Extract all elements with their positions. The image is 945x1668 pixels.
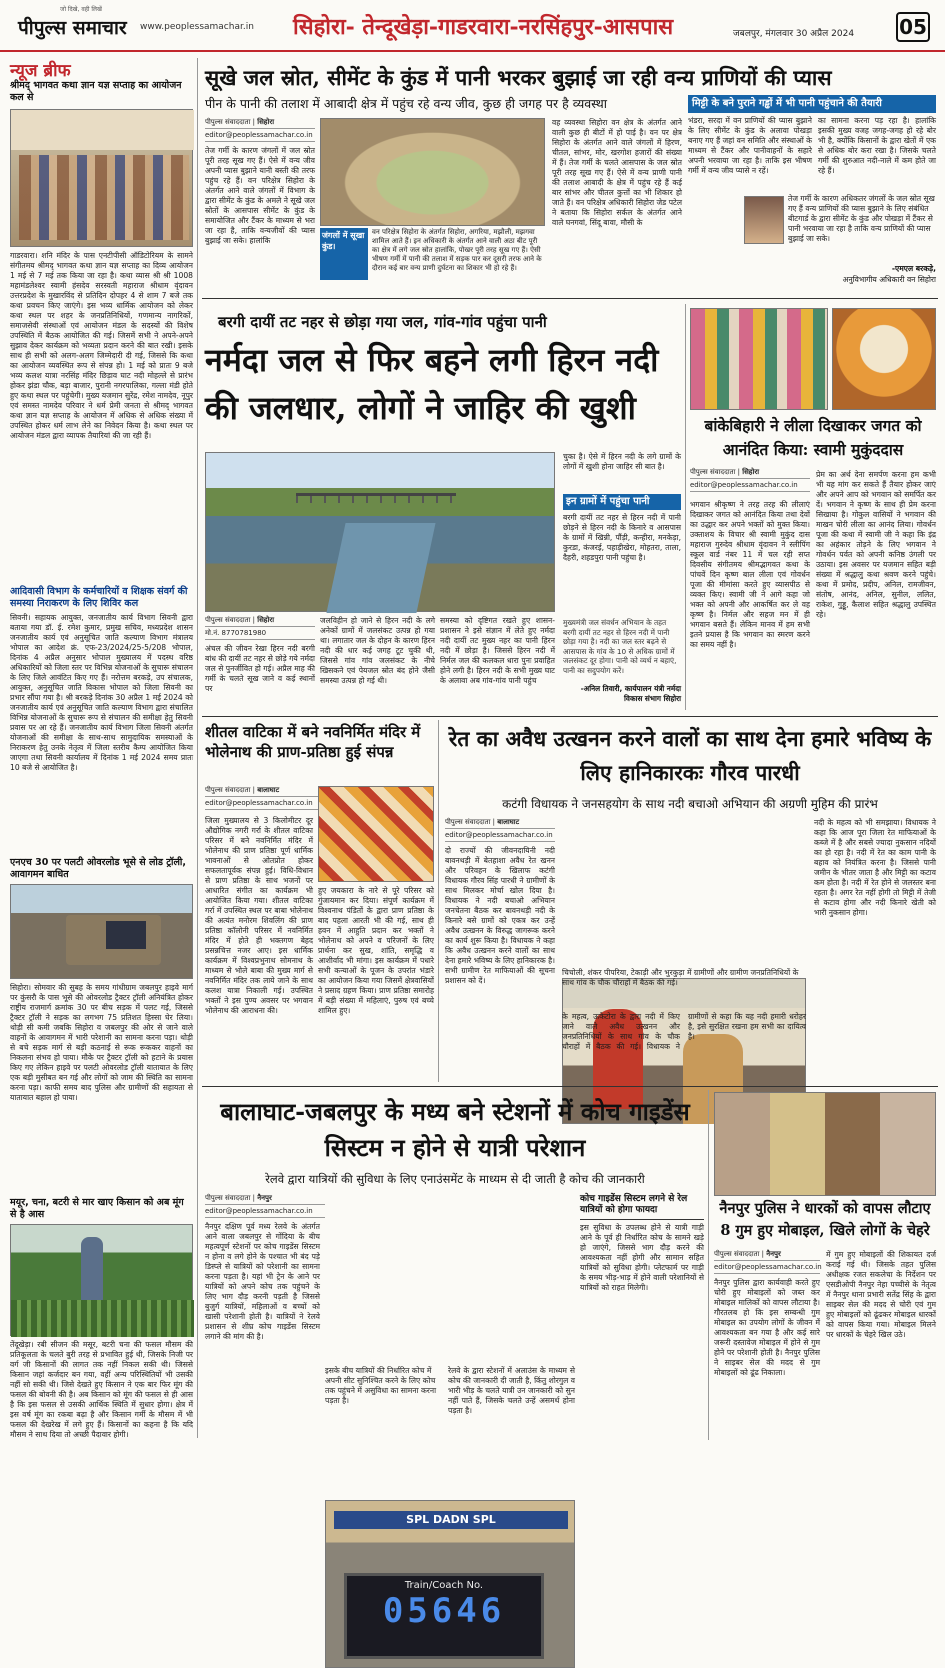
a3-photo-devotees xyxy=(690,308,828,410)
a5-col3: नदी के महत्व को भी समझाया। विधायक ने कहा कि आज पूरा जिला रेत माफियाओं के कब्जे में है और सबसे ज्यादा नुकसान नदियों का हो रहा है। नदी में रेत का काम पानी के बहाव को नियंत्रित करना है। जिससे पानी जमीन के भीतर जाता है और मिट्टी का कटाव कम होता है। नदी में रेत होने से जलस्तर बना रहता है। अगर रेत नहीं होगी तो मिट्टी में तेजी से कटाव होगा और नदी किनारे खेती को भारी नुकसान होगा। xyxy=(814,818,936,917)
a6-reporter: पीपुल्स संवाददाता xyxy=(205,1194,251,1202)
a5-col1: दो राज्यों की जीवनदायिनी नदी बावनथड़ी में बेतहाशा अवैध रेत खनन और परिवहन के खिलाफ कटंगी विधायक गौरव सिंह पारधी ने ग्रामीणों के साथ मिलकर मोर्चा खोल दिया है। विधायक ने नदी बचाओ अभियान जनचेतना बैठक कर बावनथड़ी नदी के किनारे बसे ग्रामों को एकत्र कर उन्हें अवैध उत्खनन के विरुद्ध जागरूक करने का कार्य शुरू किया है। विधायक ने कहा कि अवैध उत्खनन करने वालों का साथ देना हमारे भविष्य के लिए हानिकारक है। सभी ग्रामीण रेत माफियाओं की सूचना प्रशासन को दें। xyxy=(445,846,555,985)
a2-mobile: मो.नं. 8770781980 xyxy=(205,629,315,640)
a4-reporter: पीपुल्स संवाददाता xyxy=(205,786,251,794)
a5-deck: कटंगी विधायक ने जनसहयोग के साथ नदी बचाओ अभियान की अग्रणी मुहिम की प्रारंभ xyxy=(502,797,878,811)
a6-byline: पीपुल्स संवाददाता | नैनपुर editor@peoplessamachar.co.in xyxy=(205,1194,325,1220)
news-brief-column xyxy=(10,58,193,1438)
a7-col2: में गुम हुए मोबाइलों की शिकायत दर्ज कराई गई थी। जिसके तहत पुलिस अधीक्षक रजत सकलेचा के निर्देशन पर एसडीओपी नैनपुर नेहा पच्चीसे के नेतृत्व में नैनपुर थाना प्रभारी सतेंद्र सिंह के द्वारा साइबर सेल की मदद से चोरी एवं गुम हुए मोबाइलों को ढूंढकर मोबाइल धारकों को वापस किया गया। मोबाइल मिलने पर धारकों के चेहरे खिल उठे। xyxy=(826,1250,936,1339)
a6-side-box xyxy=(580,1194,704,1438)
a6-email[interactable]: editor@peoplessamachar.co.in xyxy=(205,1207,325,1218)
a3-photo-swami xyxy=(832,308,936,410)
a1-side-box-title: मिट्टी के बने पुराने गड्ढों में भी पानी पहुंचाने की तैयारी xyxy=(688,95,936,113)
a1-reporter: पीपुल्स संवाददाता xyxy=(205,118,251,126)
a5-headline: रेत का अवैध उत्खनन करने वालों का साथ देना हमारे भविष्य के लिए हानिकारकः गौरव पारधी xyxy=(448,726,932,785)
brief-4-text: तेंदूखेड़ा। रबी सीजन की मसूर, बटरी चना की फसल मौसम की प्रतिकूलता के चलते बुरी तरह से प्रभावित हुई थी, जिसके निजी पर वर्ग जी किसानों की लागत तक नहीं निकल सकी थी। जिससे किसान जहां कर्जदार बन गया, वहीं अन्य परिस्थितियों भी उसकी नहीं सो सकी थी। जिसे देखते हुए किसान ने एक बार फिर मूंग की फसल की बोवनी की है। अब किसान को मूंग की फसल से ही आस है कि इस फसल से उसकी आर्थिक स्थिति में सुधार होगा। क्षेत्र में इस वर्ष मूंग का रकबा बढ़ा है और किसान गर्मी के मौसम में भी फसल की देखरेख में लगे हुए हैं। किसानों का कहना है कि यदि मौसम ने साथ दिया तो अच्छी पैदावार होगी। xyxy=(10,1340,193,1439)
page-number: 05 xyxy=(896,12,930,42)
a4-place: बालाघाट xyxy=(257,786,280,794)
a1-photo-note: वन परिक्षेत्र सिहोरा के अंतर्गत सिहोरा, अगरिया, मझौली, मझगवा शामिल आते हैं। इन अधिकारी के अंतर्गत आने वाली अठा बीट पूरी का क्षेत्र में लगे जल स्रोत हालांकि, पोखर पूरी तरह सूख गए हैं। ऐसी भीषण गर्मी में पानी की तलाश में सड़क पार कर दूसरी तरफ आने के दौरान कई बार वन्य प्राणी दुर्घटना का शिकार भी हो रहे हैं। xyxy=(372,228,542,272)
a6-coach-display xyxy=(344,1573,544,1659)
a5-reporter: पीपुल्स संवाददाता xyxy=(445,818,491,826)
a3-headline: बांकेबिहारी ने लीला दिखाकर जगत को आनंदित किया: स्वामी मुकुंददास xyxy=(704,416,922,459)
a5-photo-caption: चिचोली, शंकर पीपरिया, टेकाड़ी और भुरकुड़ा में ग्रामीणों और ग्रामीण जनप्रतिनिधियों के साथ गांव के चौक चौराहों में बैठक की गई। xyxy=(562,968,799,987)
brief-3-photo xyxy=(10,884,193,979)
a6-place: नैनपुर xyxy=(257,1194,272,1202)
a1-byline: पीपुल्स संवाददाता | सिहोरा editor@peoplessamachar.co.in xyxy=(205,118,315,144)
a1-headline: सूखे जल स्रोत, सीमेंट के कुंड में पानी भरकर बुझाई जा रही वन्य प्राणियों की प्यास xyxy=(205,65,832,90)
a7-email[interactable]: editor@peoplessamachar.co.in xyxy=(714,1263,820,1274)
a2-quote-by: -अनिल तिवारी, कार्यपालन यंत्री नर्मदा विकास संभाग सिहोरा xyxy=(580,684,681,703)
a1-quote-text: तेज गर्मी के कारण अधिकतर जंगलों के जल स्रोत सूख गए हैं वन्य प्राणियों की प्यास बुझाने के लिए संबंधित बीटगार्ड के द्वारा सीमेंट के कुंड और पोखड़ा में टैंकर से पानी भरवाया जा रहा है ताकि वन्य प्राणियों की प्यास बुझाई जा सके। xyxy=(788,194,935,243)
a4-email[interactable]: editor@peoplessamachar.co.in xyxy=(205,799,320,810)
brief-4-photo xyxy=(10,1224,193,1336)
a2-villages-title: इन ग्रामों में पहुंचा पानी xyxy=(563,494,681,510)
a1-photo-waterhole xyxy=(320,118,545,226)
a6-photo-station xyxy=(325,1500,575,1668)
a6-box-title: कोच गाइडेंस सिस्टम लगने से रेल यात्रियों को होगा फायदा xyxy=(580,1194,704,1220)
a1-side-col2: का सामना करना पड़ रहा है। हालांकि इसकी मुख्य वजह जगह-जगह हो रहे बोर भी है, क्योंकि किसानों के द्वारा खेतों में एक से अधिक बोर करा रखा है। जिसके चलते गर्मी की शुरुआत नदी-नाले में कम होते जा रहे हैं। xyxy=(818,116,936,175)
a5-place: बालाघाट xyxy=(497,818,520,826)
a2-headline: नर्मदा जल से फिर बहने लगी हिरन नदी की जलधार, लोगों ने जाहिर की खुशी xyxy=(205,341,659,427)
a4-photo-temple xyxy=(318,786,434,882)
section-title: सिहोरा- तेन्दूखेड़ा-गाडरवारा-नरसिंहपुर-आसपास xyxy=(293,14,674,40)
a2-villages-text: बरगी दायीं तट नहर से हिरन नदी में पानी छोड़ने से हिरन नदी के किनारे व आसपास के ग्रामों में खिन्नी, पौंड़ी, कन्हीरा, मनकेड़ा, कुरडा, कंजरई, पहाड़ीखेरा, मोहतरा, ताला, दैहरी, शहडपुरा पानी पहुंचा है। xyxy=(563,513,681,562)
a1-col3: वह व्यवस्था सिहोरा वन क्षेत्र के अंतर्गत आने वाली कुछ ही बीटों में हो पाई है। वन पर क्षेत्र सिहोरा के अंतर्गत आने वाले जंगलों में हिरण, चीतल, सांभर, मोर, खरगोश हजारों की संख्या में हैं। तेज गर्मी के चलते आसपास के जल स्रोत पूरी तरह सूख गए हैं। ऐसे में वन्य प्राणी पानी की तलाश आबादी के क्षेत्र में पहुंच रहे हैं कई बार सांभर और चीतल कुत्तों का भी शिकार हो जाते हैं। वन परिक्षेत्र अधिकारी सिहोरा जेड पटेल ने बताया कि सिहोरा सर्कल के अंतर्गत आने वाले घनगवां, सिंदू बावा, मौसी के xyxy=(552,118,682,227)
a3-reporter: पीपुल्स संवाददाता xyxy=(690,468,736,476)
brief-3-title: एनएच 30 पर पलटी ओवरलोड भूसे से लोड ट्रॉली, आवागमन बाधित xyxy=(10,857,186,880)
a3-col1: भगवान श्रीकृष्ण ने तरह तरह की लीलाएं दिखाकर जगत को आनंदित किया तथा देवों का उद्धार कर अपने भक्तों को मुक्त किया। उक्ताशय के विचार श्री स्वामी मुकुंद दास महाराज गुरुदेव श्रीधाम वृंदावन ने स्लीपिंग स्कूल वार्ड नंबर 11 में चल रही सप्त दिवसीय संगीतमय श्रीमद्भागवत कथा के पांचवें दिन कृष्ण बाल लीला एवं गोवर्धन पूजा की मीमांसा करते हुए व्यासपीठ से व्यक्त किए। स्वामी जी ने आगे कहा जो भक्त को अपनी और आकर्षित कर ले वह कृष्ण है। निर्मल और सहज मन में ही भगवान बसते हैं। लेकिन मानव में हम सभी इतने प्रयास है कि भगवान का स्मरण करने का समय नहीं है। xyxy=(690,500,810,649)
a2-col2: जलविहीन हो जाने से हिरन नदी के लगे अनेकों ग्रामों में जलसंकट उत्पन्न हो गया था। लगातार जल के दोहन के कारण हिरन नदी की धार कई जगह टूट चुकी थी, जिससे गांव गांव जलसंकट के नीचे खिसकने एवं पेयजल स्रोत बंद होने जैसी समस्या उत्पन्न हो गई थी। xyxy=(320,616,435,685)
a4-col1: जिला मुख्यालय से 3 किलोमीटर दूर औद्योगिक नगरी गर्रा के शीतल वाटिका परिसर में बने नवनिर्मित मंदिर में भोलेनाथ की प्राण प्रतिष्ठा पूर्ण धार्मिक भावनाओं से ओतप्रोत होकर सफलतापूर्वक संपन्न हुई। विधि-विधान से प्राण प्रतिष्ठा के साथ भजनों पर आधारित संगीत का कार्यक्रम भी आयोजित किया गया। शीतल वाटिका गर्रा में उपस्थित स्थल पर बाबा भोलेनाथ की अत्यंत मनोरम शिवलिंग की प्राण प्रतिष्ठा कॉलोनी परिसर में नवनिर्मित मंदिर में होते ही भक्तगण बेहद प्रसन्नचित्त नजर आए। इस धार्मिक कार्यक्रम में विश्वप्रभुनाथ सोमनाथ के माध्यम से भोले बाबा की मुख्य मार्ग से नवनिर्मित मंदिर तक लाये जाने के साथ कलश यात्रा निकाली गई। उपस्थित भक्तों ने इस पुण्य अवसर पर भगवान भोलेनाथ की आराधना की। xyxy=(205,816,313,1015)
a2-reporter: पीपुल्स संवाददाता xyxy=(205,616,251,624)
a1-deck: पीन के पानी की तलाश में आबादी क्षेत्र में पहुंच रहे वन्य जीव, कुछ ही जगह पर है व्यवस्था xyxy=(205,96,608,111)
brief-1-title: श्रीमद् भागवत कथा ज्ञान यज्ञ सप्ताह का आयोजन कल से xyxy=(10,80,182,103)
a4-byline: पीपुल्स संवाददाता | बालाघाट editor@peoplessamachar.co.in xyxy=(205,786,320,812)
brief-2-text: सिवनी। सहायक आयुक्त, जनजातीय कार्य विभाग सिवनी द्वारा बताया गया डॉ. ई. रमेश कुमार, प्रमुख सचिव, मध्यप्रदेश शासन जनजातीय कार्य एवं अनुसूचित जाति कल्याण विभाग मंत्रालय भोपाल का आदेश क्रं. एफ-23/2024/25-5/208 भोपाल, दिनांक 4 अप्रैल अनुसार भोपाल मुख्यालय में पदस्थ वरिष्ठ अधिकारियों को जिला स्तर पर विभिन्न योजनाओं के सुचारू संचालन के लिए जिले आवंटित किए गए हैं। नरोत्तम बरकड़े, उप संचालक, आयुक्त, अनुसूचित जाति विकास भोपाल को जिला सिवनी का प्रभार सौंपा गया है। श्री बरकड़े दिनांक 30 अप्रैल 1 मई 2024 को जनजातीय कार्य एवं अनुसूचित जाति कल्याण विभाग द्वारा संचालित विभिन्न योजनाओं के सुचारू रूप से संचालन की समीक्षा हेतु सिवनी प्रवास पर आ रहे हैं। जनजातीय कार्य विभाग जिला सिवनी अंतर्गत योजनाओं की समीक्षा के साथ-साथ सामुदायिक समस्याओं के निराकरण हेतु उनके नेतृत्व में जिला स्तरीय कैम्प आयोजित किया जाएगा तथा सिवनी कार्यालय में दिनांक 1 मई 2024 समय प्रातः 10 बजे से आयोजित है। xyxy=(10,613,193,772)
a2-col1: अंचल की जीवन रेखा हिरन नदी बरगी बांध की दायीं तट नहर से छोड़े गये नर्मदा जल से पुनर्जीवित हो गई। अप्रैल माह की गर्मी के चलते सूख जाने व कई स्थानों पर xyxy=(205,644,315,693)
a6-display-digits: 05646 xyxy=(382,1591,506,1631)
a2-place: सिहोरा xyxy=(257,616,275,624)
masthead xyxy=(0,0,945,52)
a6-headline: बालाघाट-जबलपुर के मध्य बने स्टेशनों में कोच गाइडेंस सिस्टम न होने से यात्री परेशान xyxy=(220,1097,690,1162)
a3-email[interactable]: editor@peoplessamachar.co.in xyxy=(690,481,810,492)
a5-email[interactable]: editor@peoplessamachar.co.in xyxy=(445,831,555,842)
a7-headline: नैनपुर पुलिस ने धारकों को वापस लौटाए 8 गुम हुए मोबाइल, खिले लोगों के चेहरे xyxy=(719,1200,931,1239)
a3-place: सिहोरा xyxy=(742,468,760,476)
a5-col2: के महत्व, ऊकेटोरा के द्वारा नदी में किए जाने वाले अवैध उत्खनन और जनप्रतिनिधियों के साथ गांव के चौक चौराहों में बैठक की गई। विधायक ने ग्रामीणों से कहा कि यह नदी हमारी धरोहर है, इसे सुरक्षित रखना हम सभी का दायित्व है। xyxy=(562,1012,806,1051)
dateline: जबलपुर, मंगलवार 30 अप्रैल 2024 xyxy=(733,29,855,39)
a2-quote: मुख्यमंत्री जल संवर्धन अभियान के तहत बरगी दायीं तट नहर से हिरन नदी में पानी छोड़ा गया है। नदी का जल स्तर बढ़ने से आसपास के गांव के 10 से अधिक ग्रामों में जलसंकट दूर होगा। पानी को व्यर्थ न बहाएं, पानी का सदुपयोग करें। xyxy=(563,618,677,675)
a5-byline: पीपुल्स संवाददाता | बालाघाट editor@peoplessamachar.co.in xyxy=(445,818,555,844)
a6-display-label: Train/Coach No. xyxy=(404,1580,484,1591)
a6-photo-caption: इसके बीच यात्रियों की निर्धारित कोच में अपनी सीट सुनिश्चित करने के लिए कोच तक पहुंचने में असुविधा का सामना करना पड़ता है। xyxy=(325,1366,437,1405)
a1-email[interactable]: editor@peoplessamachar.co.in xyxy=(205,131,315,142)
a6-box-text: इस सुविधा के उपलब्ध होने से यात्री गाड़ी आने के पूर्व ही निर्धारित कोच के सामने खड़े हो जाएंगे, जिससे भाग दौड़ करने की आवश्यकता नहीं होगी और सामान सहित यात्रियों को सुविधा होगी। प्लेटफार्म पर गाड़ी के समय भीड़-भाड़ में होने वाली परेशानियों से यात्रियों को राहत मिलेगी। xyxy=(580,1223,704,1292)
a2-byline: पीपुल्स संवाददाता | सिहोरा मो.नं. 8770781980 xyxy=(205,616,315,642)
logo: पीपुल्स समाचार xyxy=(18,17,127,39)
a2-top-right: चुका है। ऐसे में हिरन नदी के लगे ग्रामों के लोगों में खुशी होना जाहिर सी बात है। xyxy=(563,452,681,471)
a6-col1: नैनपुर दक्षिण पूर्व मध्य रेलवे के अंतर्गत आने वाला जबलपुर से गोंदिया के बीच महत्वपूर्ण स्टेशनों पर कोच गाइडेंस सिस्टम न होना व लगे होने के पश्चात भी बंद पड़े डिस्प्ले से यात्रियों को परेशानी का सामना करना पड़ता है। यहां भी ट्रेन के आने पर यात्रियों को अपने कोच तक पहुंचने के लिए भाग दौड़ करनी पड़ती है जिससे बुजुर्ग यात्रियों, महिलाओं व बच्चों को खासी परेशानी होती है। यात्रियों ने रेलवे प्रशासन से शीघ्र कोच गाइडेंस सिस्टम लगाने की मांग की है। xyxy=(205,1222,320,1341)
brief-3-text: सिहोरा। सोमवार की सुबह के समय गांधीग्राम जबलपुर हाइवे मार्ग पर कुंसरौ के पास भूसे की ओवरलोड ट्रैक्टर ट्रॉली अनियंत्रित होकर राष्ट्रीय राजमार्ग क्रमांक 30 पर बीच सड़क में पलट गई, जिससे ट्रैक्टर ट्रॉली ने सड़क का लगभग 75 प्रतिशत हिस्सा घेर लिया। थोड़ी सी कमी जबकि सिहोरा व जबलपुर की ओर से जाने वाले वाहनों के आवागमन में भारी परेशानी का सामना करना पड़ा। थोड़ी से बचे सड़क मार्ग से बड़ी कठनाई से रूक रूककर वाहनों का निकलना संभव हो पाया। मौके पर ट्रैक्टर ट्रॉली को हटाने के प्रयास किए गए लेकिन हाइवे पर पलटी ओवरलोड ट्रॉली यातायात के लिए एक बड़ी मुसीबत बन गई और लोगों को जाम की स्थिति का सामना करना पड़ा। काफी समय बाद पुलिस और ग्रामीणों की सहायता से यातायात बहाल हो पाया। xyxy=(10,983,193,1102)
website: www.peoplessamachar.in xyxy=(140,22,254,32)
a1-quote-by: -एमएल बरकड़े, xyxy=(891,264,936,273)
a2-photo-river xyxy=(205,452,555,612)
a1-col1: तेज गर्मी के कारण जंगलों में जल स्रोत पूरी तरह सूख गए हैं। ऐसे में वन्य जीव अपनी प्यास बुझाने यानी बस्ती की तरफ पहुंच रहे हैं। वन परिक्षेत्र सिहोरा के अंतर्गत आने वाले जंगलों में विभाग के द्वारा सीमेंट के कुंड के अमले ने सूखे जल स्रोतों के आसपास सीमेंट के कुंड के समायोजित और टैंकर के माध्यम से भरा जा रहा है, ताकि वन्यजीवों की प्यास बुझाई जा सके। हालांकि xyxy=(205,146,315,245)
a4-col2: हुए जयकारा के नारे से पूरे परिसर को गुंजायमान कर दिया। संपूर्ण कार्यक्रम में विश्वनाथ पंडितों के द्वारा प्राण प्रतिष्ठा के बाद पहला आरती भी की गई, साथ ही हवन में आहुति प्रदान कर भक्तों ने भोलेनाथ को अपने व परिजनों के लिए प्रार्थना कर सुख, शांति, समृद्धि व आशीर्वाद भी मांगा। इस कार्यक्रम में पधारे सभी कन्याओं के पूजन के उपरांत भंडारे का आयोजन किया गया जिसमें क्षेत्रवासियों ने प्रसाद ग्रहण किया। प्राण प्रतिष्ठा समारोह में बड़ी संख्या में महिलाएं, पुरुष एवं बच्चे शामिल हुए। xyxy=(318,886,434,1015)
brief-4-title: मयूर, चना, बटरी से मार खाए किसान को अब मूंग से है आस xyxy=(10,1197,184,1220)
news-brief-label: न्यूज ब्रीफ xyxy=(10,61,71,81)
a1-side-col1: भंडरा, सरदा में वन प्राणियों की प्यास बुझाने के लिए सीमेंट के कुंड के अलावा पोखड़ा बनाए गए हैं जहां वन समिति और संस्थाओं के माध्यम से टैंकर और पानीवाहनों के सहारे अपनी भरवाया जा रहा है। ताकि इस भीषण गर्मी में वन्य जीव प्यासे न रहें। xyxy=(688,116,812,175)
a2-col3: समस्या को दृष्टिगत रखते हुए शासन-प्रशासन ने इसे संज्ञान में लेते हुए नर्मदा नदी दायीं तट मुख्य नहर का पानी हिरन नदी में छोड़ा है। जिससे हिरन नदी में निर्मल जल की कलकल धारा पुनः प्रवाहित होने लगी है। हिरन नदी के सभी मुख्य घाट के अलावा अब गांव-गांव पानी पहुंच xyxy=(440,616,555,685)
a3-col2: प्रेम का अर्थ देना समर्पण करना हम कभी भी यह मांग कर सकते हैं तैयार होकर जाएं और अपने आप को भगवान को समर्पित कर दें। भगवान ने कृष्ण के साथ ही प्रेम करना सिखाया है। गोकुल वासियों ने भगवान की माखन चोरी लीला का आनंद लिया। गोवर्धन पूजा की कथा में स्वामी जी ने कहा कि इंद्र का अहंकार तोड़ने के लिए भगवान ने गोवर्धन पर्वत को अपनी कनिष्ठ उंगली पर उठाया। इस अवसर पर यजमान सहित बड़ी संख्या में श्रद्धालु कथा श्रवण करने पहुंचे। कथा में प्रमोद, प्रदीप, अनिल, रामजीवन, संतोष, आनंद, अनिल, सुनील, ललित, राकेश, गुड्डू, कैलाश सहित श्रद्धालु उपस्थित रहे। xyxy=(816,470,936,619)
a2-kicker: बरगी दायीं तट नहर से छोड़ा गया जल, गांव-गांव पहुंचा पानी xyxy=(218,313,547,331)
brief-1-photo xyxy=(10,109,193,247)
a7-photo-police xyxy=(714,1092,936,1196)
a7-col1: नैनपुर पुलिस द्वारा कार्यवाही करते हुए चोरी हुए मोबाइलों को जब्त कर मोबाइल मालिकों को वापस लौटाया है। गौरतलब हो कि इस सम्बन्धी गुम मोबाइल का उपयोग लोगों के जीवन में आवश्यकता बन गया है और कई सारे जरूरी दस्तावेज मोबाइल में होने से गुम होने पर परेशानी होती है। नैनपुर पुलिस ने साइबर सेल की मदद से गुम मोबाइलों को ढूंढ निकाला। xyxy=(714,1278,820,1377)
a1-officer-photo xyxy=(744,196,784,244)
logo-tagline: जो दिखे, वही लिखें xyxy=(60,6,102,13)
a4-headline: शीतल वाटिका में बने नवनिर्मित मंदिर में भोलेनाथ की प्राण-प्रतिष्ठा हुई संपन्न xyxy=(205,723,421,761)
a6-col2: रेलवे के द्वारा स्टेशनों में अलाउंस के माध्यम से कोच की जानकारी दी जाती है, किंतु शोरगुल व भारी भीड़ के चलते यात्री उन जानकारी को सुन नहीं पाते हैं, जिसके चलते उन्हें असमर्थ होना पड़ता है। xyxy=(448,1366,575,1415)
a7-byline: पीपुल्स संवाददाता | नैनपुर editor@peoplessamachar.co.in xyxy=(714,1250,820,1276)
a1-quote-role: अनुविभागीय अधिकारी वन सिहोरा xyxy=(842,275,936,284)
brief-2-title: आदिवासी विभाग के कर्मचारियों व शिक्षक संवर्ग की समस्या निराकरण के लिए शिविर कल xyxy=(10,586,188,609)
a3-byline: पीपुल्स संवाददाता | सिहोरा editor@peoplessamachar.co.in xyxy=(690,468,810,494)
a1-photo-caption-box: जंगलों में सूखा कुंड। xyxy=(320,228,368,280)
brief-1-text: गाडरवारा। शनि मंदिर के पास एनटीपीसी ऑडिटोरियम के सामने संगीतमय श्रीमद् भागवत कथा ज्ञान यज्ञ सप्ताह का दिव्य आयोजन 1 मई से 7 मई तक किया जा रहा है। कथा व्यास श्री श्री 1008 महामंडलेश्वर स्वामी हंसदेव सरस्वती महाराज श्रीधाम वृंदावन उत्तरप्रदेश के मुखारविंद से प्रतिदिन दोपहर 4 से शाम 7 बजे तक कथा प्रवचन किए जाएंगे। इस भव्य धार्मिक आयोजन को लेकर कथा स्थल पर शहर के जनप्रतिनिधियों, गणमान्य नागरिकों, समाजसेवी संस्थाओं एवं आयोजन मंडल के सदस्यों की विशेष उपस्थिति में बैठक आयोजित की गई। जिसमें सभी ने अपने-अपने सुझाव देकर कार्यक्रम को भव्यता प्रदान करने की बात रखी। इसके साथ ही सभी को अलग-अलग जिम्मेदारी दी गई, जिससे कि कथा का आयोजन व्यवस्थित रूप से संपन्न हो। 1 मई को प्रातः 9 बजे भव्य कलश यात्रा नरसिंह मंदिर छिड़ाव घाट नदी मोहल्ले से प्रारंभ होकर झंडा चौक, बड़ा बाजार, पुरानी नगरपालिका, गल्ला मंडी होते हुए कथा स्थल पर पहुंचेगी। मुख्य यजमान सुरेंद्र, रमेश नामदेव, नूपुर एवं समस्त नामदेव परिवार ने धर्म प्रेमी जनता से श्रीमद् भागवत कथा ज्ञान यज्ञ सप्ताह के आयोजन में अधिक से अधिक संख्या में उपस्थित होकर धर्म लाभ लेने का निवेदन किया है। कथा स्थल पर आयोजन मंडल द्वारा व्यापक तैयारियां की जा रही हैं। xyxy=(10,251,193,440)
a6-deck: रेलवे द्वारा यात्रियों की सुविधा के लिए एनाउंसमेंट के माध्यम से दी जाती है कोच की जानकारी xyxy=(265,1172,645,1186)
a7-place: नैनपुर xyxy=(766,1250,781,1258)
a6-station-sign: SPL DADN SPL xyxy=(334,1511,568,1529)
a1-place: सिहोरा xyxy=(257,118,275,126)
a7-reporter: पीपुल्स संवाददाता xyxy=(714,1250,760,1258)
